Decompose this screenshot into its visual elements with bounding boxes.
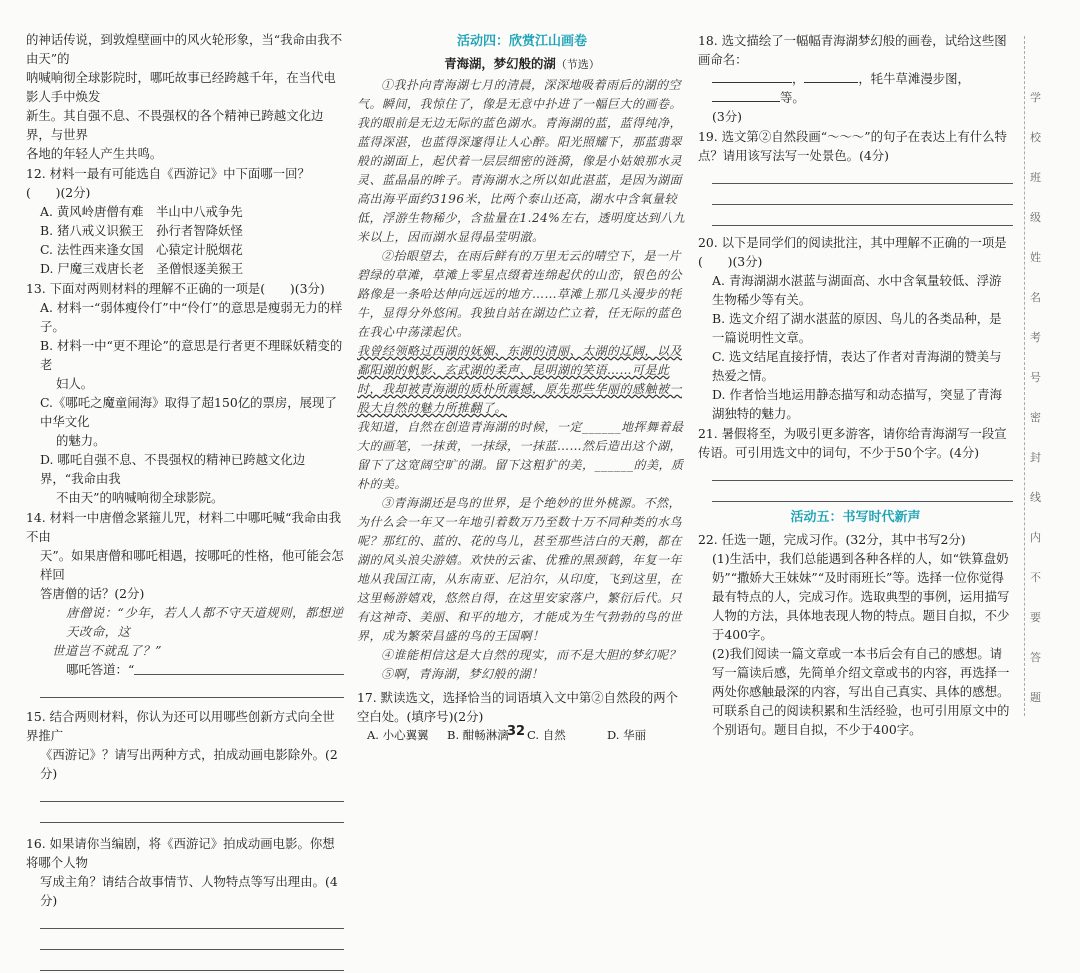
answer-line[interactable] xyxy=(712,165,1013,184)
article-body xyxy=(357,76,687,684)
paragraph-2-wavy: 我曾经领略过西湖的妩媚、东湖的清丽、太湖的辽阔，以及鄱阳湖的帆影、玄武湖的柔声、昆明湖的笑语……可是此时，我却被青海湖的质朴所震撼，原先那些华丽的感触被一股大自然的魅力所推翻了。 xyxy=(357,344,683,415)
option[interactable]: A. 材料一“弱体瘦伶仃”中“伶仃”的意思是瘦弱无力的样子。 xyxy=(40,300,343,334)
margin-char: 不 xyxy=(1030,571,1041,584)
page-number: 32 xyxy=(507,724,526,739)
answer-line[interactable] xyxy=(40,783,344,802)
option[interactable]: A. 青海湖湖水湛蓝与湖面高、水中含氧量较低、浮游生物稀少等有关。 xyxy=(712,273,1002,307)
article-title-note: （节选） xyxy=(555,58,600,71)
question-14-cont: 答唐僧的话？(2分) xyxy=(40,586,145,601)
q22-prompt-1: (1)生活中，我们总能遇到各种各样的人，如“铁算盘奶奶”“撒娇大王妹妹”“及时雨班长”等。选择一位你觉得最有特点的人，完成习作。选取典型的事例，运用描写人物的方法，具体地表现人物的特点。题目自拟，不少于400字。 xyxy=(712,551,1010,642)
answer-blank[interactable] xyxy=(712,89,780,102)
paragraph-1: ①我扑向青海湖七月的清晨，深深地吸着雨后的湖的空气。瞬间，我惊住了，像是无意中扑进了一幅巨大的画卷。我的眼前是无边无际的蓝色湖水。青海湖的蓝，蓝得纯净，蓝得深湛，也蓝得深邃得让人心醉。阳光照耀下，那蓝翡翠般的湖面上，起伏着一层层细密的涟漪，像是小姑娘那水灵灵、蓝晶晶的眸子。青海湖水之所以如此湛蓝，是因为湖面高出海平面约3196米，比两个泰山还高，湖水中含氧量较低，浮游生物稀少，含盐量在1.24%左右，透明度达到八九米以上，因而湖水显得晶莹明澈。 xyxy=(357,78,686,244)
intro-line: 各地的年轻人产生共鸣。 xyxy=(26,146,163,161)
option[interactable]: A. 小心翼翼 xyxy=(367,728,429,742)
question-14-cont: 天”。如果唐僧和哪吒相遇，按哪吒的性格，他可能会怎样回 xyxy=(40,548,344,582)
intro-line: 的神话传说，到敦煌壁画中的风火轮形象，当“我命由我不由天”的 xyxy=(26,32,343,66)
question-16: 16. 如果请你当编剧，将《西游记》拍成动画电影。你想将哪个人物 xyxy=(26,836,335,870)
answer-line[interactable] xyxy=(712,462,1013,481)
answer-line[interactable] xyxy=(712,483,1013,502)
question-17: 17. 默读选文，选择恰当的词语填入文中第②自然段的两个空白处。(填序号)(2分) xyxy=(357,690,679,724)
answer-line[interactable] xyxy=(40,679,344,698)
question-16-cont: 写成主角？请结合故事情节、人物特点等写出理由。(4分) xyxy=(40,874,338,908)
article-title xyxy=(357,54,687,74)
answer-line[interactable] xyxy=(134,660,344,675)
margin-char: 线 xyxy=(1030,491,1041,504)
left-column xyxy=(26,30,344,973)
nezha-label: 哪吒答道：“ xyxy=(66,662,135,677)
q18-part: 等。 xyxy=(780,90,805,105)
q18-score: (3分) xyxy=(712,109,742,124)
option[interactable]: C.《哪吒之魔童闹海》取得了超150亿的票房，展现了中华文化 xyxy=(40,395,337,429)
margin-char: 名 xyxy=(1030,291,1041,304)
binding-margin xyxy=(1024,36,1049,716)
question-18: 18. 选文描绘了一幅幅青海湖梦幻般的画卷，试给这些图画命名： xyxy=(698,33,1007,67)
margin-char: 校 xyxy=(1030,131,1041,144)
option[interactable]: A. 黄风岭唐僧有难 半山中八戒争先 xyxy=(40,204,243,219)
question-15-cont: 《西游记》？请写出两种方式，拍成动画电影除外。(2分) xyxy=(40,747,338,781)
paragraph-2: ②抬眼望去，在雨后鲜有的万里无云的晴空下，是一片碧绿的草滩，草滩上零星点缀着连绵起伏的山峦，银色的公路像是一条哈达伸向远远的地方……草滩上那几头漫步的牦牛，显得分外悠闲。我独自站在湖边伫立着，任无际的蓝色在我心中荡漾起伏。 xyxy=(357,249,683,339)
margin-char: 密 xyxy=(1030,411,1041,424)
option-cont: 的魅力。 xyxy=(56,433,106,448)
paragraph-5: ⑤啊，青海湖，梦幻般的湖！ xyxy=(381,667,544,681)
middle-column xyxy=(357,30,687,745)
answer-blank[interactable] xyxy=(712,70,792,83)
margin-char: 内 xyxy=(1030,531,1041,544)
margin-char: 班 xyxy=(1030,171,1041,184)
paragraph-4: ④谁能相信这是大自然的现实，而不是大胆的梦幻呢？ xyxy=(381,648,682,662)
question-12: 12. 材料一最有可能选自《西游记》中下面哪一回？( )(2分) xyxy=(26,166,310,200)
option[interactable]: B. 酣畅淋漓 xyxy=(447,728,509,742)
paragraph-3: ③青海湖还是鸟的世界，是个绝妙的世外桃源。不然，为什么会一年又一年地引着数万乃至数十万不同种类的水鸟呢？那红的、蓝的、花的鸟儿，甚至那些洁白的天鹅，都在湖的风头浪尖游嬉。欢快的云雀、优雅的黑颈鹤，年复一年地从我国江南，从东南亚、尼泊尔，从印度，飞到这里，在这里畅游嬉戏，悠然自得，在这里安家落户，繁衍后代。只有这神奇、美丽、和平的地方，才能成为生气勃勃的鸟的世界，成为繁荣昌盛的鸟的王国啊！ xyxy=(357,496,683,643)
answer-line[interactable] xyxy=(712,207,1013,226)
paragraph-2-end: 我知道，自然在创造青海湖的时候，一定______地挥舞着最大的画笔，一抹黄，一抹绿，一抹蓝……然后造出这个湖，留下了这宽阔空旷的湖。留下这粗犷的美，______的美，质朴的美。 xyxy=(357,420,684,491)
answer-line[interactable] xyxy=(40,952,344,971)
intro-line: 新生。其自强不息、不畏强权的各个精神已跨越文化边界，与世界 xyxy=(26,108,324,142)
question-15: 15. 结合两则材料，你认为还可以用哪些创新方式向全世界推广 xyxy=(26,709,335,743)
nezha-answer xyxy=(26,660,344,679)
answer-line[interactable] xyxy=(712,186,1013,205)
option[interactable]: B. 猪八戒义识猴王 孙行者智降妖怪 xyxy=(40,223,243,238)
option[interactable]: B. 选文介绍了湖水湛蓝的原因、鸟儿的各类品种，是一篇说明性文章。 xyxy=(712,311,1002,345)
margin-char: 级 xyxy=(1030,211,1041,224)
section-title-5: 活动五：书写时代新声 xyxy=(790,510,921,525)
question-18-blanks xyxy=(698,69,1013,107)
option[interactable]: B. 材料一中“更不理论”的意思是行者更不理睬妖精变的老 xyxy=(40,338,343,372)
question-13: 13. 下面对两则材料的理解不正确的一项是( )(3分) xyxy=(26,281,325,296)
question-19: 19. 选文第②自然段画“～～～”的句子在表达上有什么特点？请用该写法写一处景色。(4分) xyxy=(698,129,1007,163)
margin-char: 学 xyxy=(1030,91,1041,104)
answer-blank[interactable] xyxy=(804,70,858,83)
article-title-text: 青海湖，梦幻般的湖 xyxy=(444,56,556,71)
intro-line: 呐喊响彻全球影院时，哪吒故事已经跨越千年，在当代电影人手中焕发 xyxy=(26,70,336,104)
option[interactable]: C. 法性西来逢女国 心猿定计脱烟花 xyxy=(40,242,243,257)
q18-part: ， xyxy=(792,71,805,86)
question-22: 22. 任选一题，完成习作。(32分，其中书写2分) xyxy=(698,532,966,547)
right-column xyxy=(698,30,1013,739)
option[interactable]: D. 哪吒自强不息、不畏强权的精神已跨越文化边界，“我命由我 xyxy=(40,452,306,486)
margin-char: 答 xyxy=(1030,651,1041,664)
q18-part: ，牦牛草滩漫步图， xyxy=(858,71,970,86)
option[interactable]: D. 作者恰当地运用静态描写和动态描写，突显了青海湖独特的魅力。 xyxy=(712,387,1002,421)
margin-char: 姓 xyxy=(1030,251,1041,264)
margin-char: 封 xyxy=(1030,451,1041,464)
margin-char: 要 xyxy=(1030,611,1041,624)
question-20: 20. 以下是同学们的阅读批注，其中理解不正确的一项是( )(3分) xyxy=(698,235,1007,269)
option[interactable]: D. 华丽 xyxy=(607,728,647,742)
answer-line[interactable] xyxy=(40,910,344,929)
question-21: 21. 暑假将至，为吸引更多游客，请你给青海湖写一段宣传语。可引用选文中的词句，不少于50个字。(4分) xyxy=(698,426,1007,460)
answer-line[interactable] xyxy=(40,931,344,950)
margin-char: 题 xyxy=(1030,691,1041,704)
margin-char: 考 xyxy=(1030,331,1041,344)
tang-line: 唐僧说：“少年，若人人都不守天道规则，都想逆天改命，这 xyxy=(66,605,344,639)
option-cont: 不由天”的呐喊响彻全球影院。 xyxy=(56,490,224,505)
section-title-4: 活动四：欣赏江山画卷 xyxy=(456,34,587,49)
question-14: 14. 材料一中唐僧念紧箍儿咒，材料二中哪吒喊“我命由我不由 xyxy=(26,510,341,544)
option[interactable]: C. 选文结尾直接抒情，表达了作者对青海湖的赞美与热爱之情。 xyxy=(712,349,1002,383)
option[interactable]: C. 自然 xyxy=(527,728,566,742)
option[interactable]: D. 尸魔三戏唐长老 圣僧恨逐美猴王 xyxy=(40,261,244,276)
q22-prompt-2: (2)我们阅读一篇文章或一本书后会有自己的感想。请写一篇读后感，先简单介绍文章或书的内容，再选择一两处你感触最深的内容，写出自己真实、具体的感想。可联系自己的阅读积累和生活经验，也可引用原文中的个别语句。题目自拟，不少于400字。 xyxy=(712,646,1010,737)
tang-line: 世道岂不就乱了？” xyxy=(52,643,162,658)
option-cont: 妇人。 xyxy=(56,376,94,391)
margin-char: 号 xyxy=(1030,371,1041,384)
answer-line[interactable] xyxy=(40,804,344,823)
